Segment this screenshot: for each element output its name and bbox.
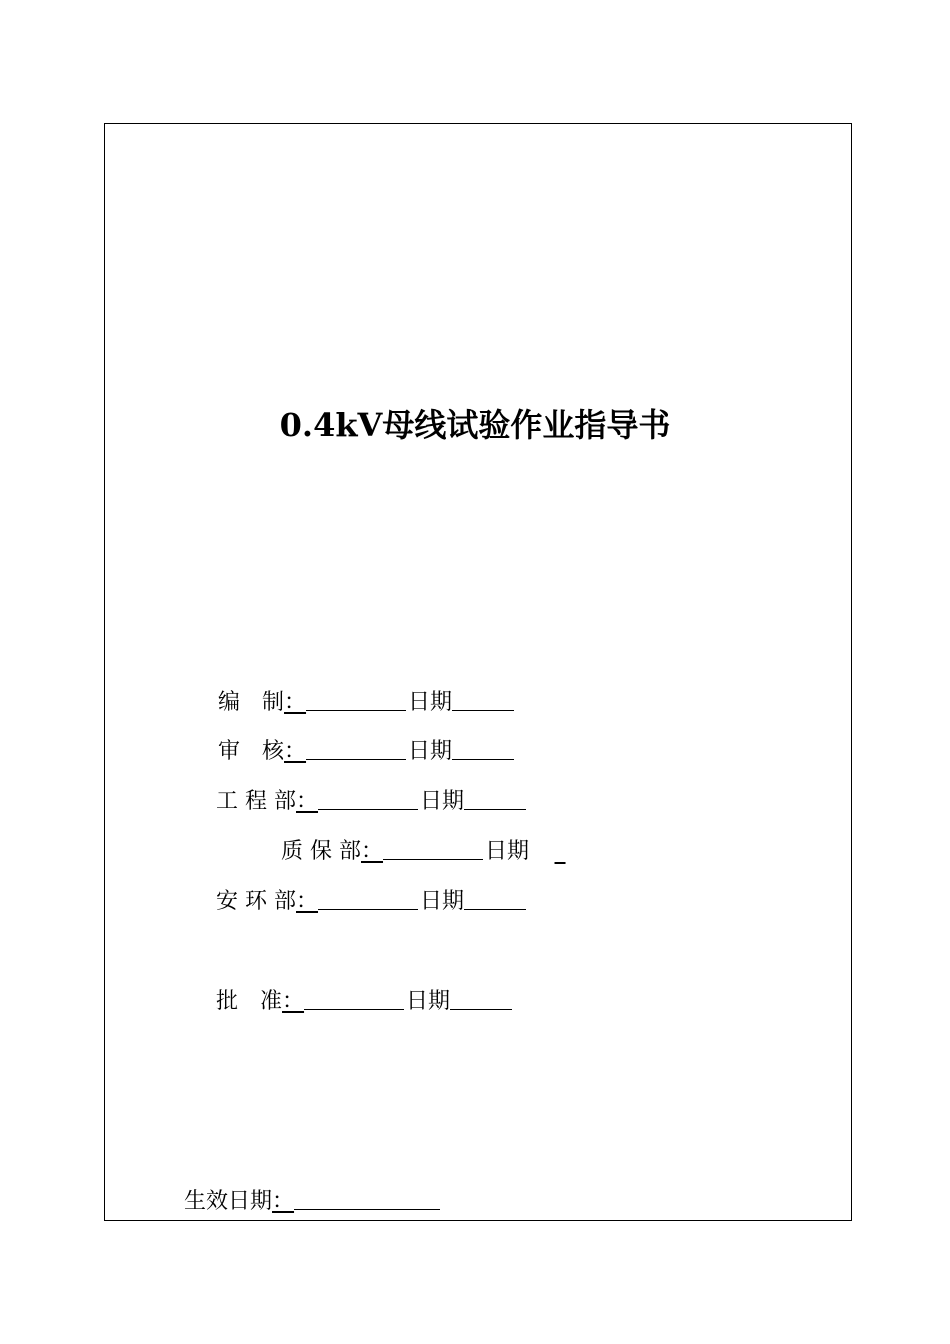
engineering-label: 工 程 部 [216, 789, 296, 814]
signoff-row-compile [218, 686, 514, 718]
engineering-date-blank[interactable] [464, 787, 526, 810]
effective-date-row [184, 1185, 440, 1217]
document-title: 0.4kV母线试验作业指导书 [279, 406, 671, 444]
approve-name-blank[interactable] [304, 987, 404, 1010]
document-frame [104, 123, 852, 1221]
compile-name-blank[interactable] [306, 688, 406, 711]
engineering-colon: ： [296, 789, 319, 814]
quality-colon: ： [361, 839, 384, 864]
review-colon: ： [284, 739, 307, 764]
signoff-row-review [218, 735, 514, 767]
signoff-row-approve [216, 985, 512, 1017]
signoff-row-quality [281, 835, 591, 867]
quality-date-value[interactable]: _ [554, 839, 566, 864]
review-name-blank[interactable] [306, 737, 406, 760]
effective-date-colon: ： [272, 1189, 295, 1214]
approve-date-blank[interactable] [450, 987, 512, 1010]
safety-name-blank[interactable] [318, 887, 418, 910]
compile-date-label: 日期 [408, 690, 453, 715]
effective-date-label: 生效日期 [184, 1189, 273, 1214]
approve-colon: ： [282, 989, 305, 1014]
engineering-name-blank[interactable] [318, 787, 418, 810]
safety-date-blank[interactable] [464, 887, 526, 910]
compile-label: 编 制 [218, 690, 285, 715]
safety-label: 安 环 部 [216, 889, 296, 914]
review-date-label: 日期 [408, 739, 453, 764]
compile-date-blank[interactable] [452, 688, 514, 711]
quality-name-blank[interactable] [383, 837, 483, 860]
safety-colon: ： [296, 889, 319, 914]
signoff-row-engineering [216, 785, 526, 817]
safety-date-label: 日期 [420, 889, 465, 914]
signoff-row-safety [216, 885, 526, 917]
review-date-blank[interactable] [452, 737, 514, 760]
quality-label: 质 保 部 [281, 839, 361, 864]
approve-label: 批 准 [216, 989, 283, 1014]
quality-date-label: 日期 [485, 839, 530, 864]
effective-date-blank[interactable] [294, 1187, 440, 1210]
engineering-date-label: 日期 [420, 789, 465, 814]
compile-colon: ： [284, 690, 307, 715]
approve-date-label: 日期 [406, 989, 451, 1014]
review-label: 审 核 [218, 739, 285, 764]
